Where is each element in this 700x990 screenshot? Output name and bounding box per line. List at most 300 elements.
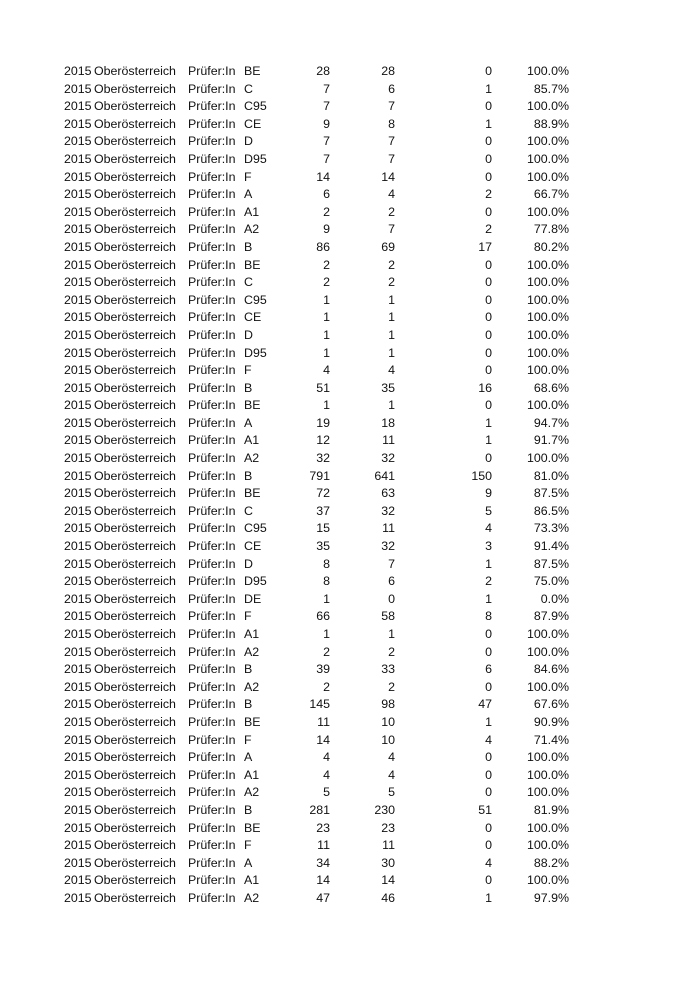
total-cell: 2 [323,644,330,659]
role-cell: Prüfer:In [188,644,236,659]
failed-cell: 47 [478,697,492,712]
total-cell: 12 [316,433,330,448]
role-cell: Prüfer:In [188,750,236,765]
table-row [0,872,700,890]
total-cell: 1 [323,627,330,641]
year-cell: 2015 [64,257,92,272]
table-row [0,468,700,486]
table-row [0,432,700,450]
failed-cell: 0 [485,204,492,219]
year-cell: 2015 [64,363,92,378]
passed-cell: 63 [381,486,395,501]
year-cell: 2015 [64,204,92,219]
failed-cell: 16 [478,380,492,395]
passed-cell: 4 [388,750,395,765]
pass-rate-cell: 91.7% [533,433,569,448]
license-class-cell: BE [244,486,261,501]
passed-cell: 1 [388,627,395,641]
pass-rate-cell: 87.9% [533,609,569,624]
year-cell: 2015 [64,873,92,888]
region-cell: Oberösterreich [94,732,176,747]
region-cell: Oberösterreich [94,204,176,219]
pass-rate-cell: 81.9% [533,802,569,817]
pass-rate-cell: 85.7% [533,81,569,96]
role-cell: Prüfer:In [188,292,236,307]
total-cell: 7 [323,134,330,149]
failed-cell: 17 [478,239,492,254]
license-class-cell: BE [244,257,261,272]
failed-cell: 0 [485,451,492,466]
license-class-cell: F [244,363,252,378]
license-class-cell: A1 [244,873,260,888]
pass-rate-cell: 77.8% [533,222,569,237]
year-cell: 2015 [64,627,92,641]
failed-cell: 2 [485,187,492,202]
license-class-cell: B [244,697,253,712]
table-row [0,415,700,433]
passed-cell: 6 [388,574,395,589]
table-row [0,81,700,99]
passed-cell: 2 [388,204,395,219]
license-class-cell: C [244,81,253,96]
license-class-cell: D95 [244,345,267,360]
table-row [0,837,700,855]
year-cell: 2015 [64,539,92,554]
pass-rate-cell: 90.9% [533,714,569,729]
passed-cell: 32 [381,451,395,466]
region-cell: Oberösterreich [94,433,176,448]
pass-rate-cell: 100.0% [526,627,569,641]
year-cell: 2015 [64,415,92,430]
year-cell: 2015 [64,486,92,501]
failed-cell: 9 [485,486,492,501]
table-row [0,679,700,697]
total-cell: 281 [309,802,330,817]
passed-cell: 7 [388,556,395,571]
pass-rate-cell: 100.0% [526,873,569,888]
license-class-cell: C95 [244,99,267,114]
region-cell: Oberösterreich [94,380,176,395]
pass-rate-cell: 100.0% [526,292,569,307]
failed-cell: 6 [485,662,492,677]
total-cell: 86 [316,239,330,254]
region-cell: Oberösterreich [94,644,176,659]
year-cell: 2015 [64,802,92,817]
total-cell: 39 [316,662,330,677]
total-cell: 8 [323,556,330,571]
license-class-cell: BE [244,714,261,729]
pass-rate-cell: 100.0% [526,767,569,782]
role-cell: Prüfer:In [188,468,236,483]
total-cell: 15 [316,521,330,536]
role-cell: Prüfer:In [188,679,236,694]
failed-cell: 0 [485,767,492,782]
role-cell: Prüfer:In [188,222,236,237]
region-cell: Oberösterreich [94,890,176,905]
spreadsheet-table [0,63,700,908]
region-cell: Oberösterreich [94,64,176,78]
table-row [0,239,700,257]
passed-cell: 1 [388,310,395,325]
total-cell: 2 [323,257,330,272]
table-row [0,591,700,609]
year-cell: 2015 [64,750,92,765]
region-cell: Oberösterreich [94,521,176,536]
table-row [0,820,700,838]
failed-cell: 3 [485,539,492,554]
role-cell: Prüfer:In [188,398,236,413]
pass-rate-cell: 100.0% [526,451,569,466]
region-cell: Oberösterreich [94,116,176,131]
role-cell: Prüfer:In [188,134,236,149]
role-cell: Prüfer:In [188,380,236,395]
license-class-cell: BE [244,398,261,413]
passed-cell: 11 [382,838,395,853]
passed-cell: 23 [381,820,395,835]
passed-cell: 7 [388,99,395,114]
total-cell: 19 [316,415,330,430]
failed-cell: 0 [485,327,492,342]
pass-rate-cell: 100.0% [526,257,569,272]
year-cell: 2015 [64,838,92,853]
passed-cell: 4 [388,187,395,202]
total-cell: 1 [323,398,330,413]
table-row [0,573,700,591]
pass-rate-cell: 71.4% [533,732,569,747]
total-cell: 51 [316,380,330,395]
passed-cell: 10 [381,714,395,729]
passed-cell: 4 [388,767,395,782]
year-cell: 2015 [64,222,92,237]
license-class-cell: A1 [244,204,260,219]
license-class-cell: CE [244,116,262,131]
passed-cell: 69 [381,239,395,254]
region-cell: Oberösterreich [94,820,176,835]
pass-rate-cell: 86.5% [533,503,569,518]
license-class-cell: A [244,750,253,765]
total-cell: 1 [323,310,330,325]
role-cell: Prüfer:In [188,785,236,800]
total-cell: 1 [323,327,330,342]
region-cell: Oberösterreich [94,873,176,888]
failed-cell: 0 [485,275,492,290]
role-cell: Prüfer:In [188,767,236,782]
region-cell: Oberösterreich [94,415,176,430]
table-row [0,661,700,679]
year-cell: 2015 [64,345,92,360]
failed-cell: 1 [485,556,492,571]
pass-rate-cell: 100.0% [526,679,569,694]
total-cell: 5 [323,785,330,800]
license-class-cell: A2 [244,451,260,466]
year-cell: 2015 [64,609,92,624]
table-row [0,327,700,345]
total-cell: 11 [317,838,330,853]
license-class-cell: A2 [244,222,260,237]
total-cell: 2 [323,679,330,694]
failed-cell: 0 [485,99,492,114]
passed-cell: 2 [388,644,395,659]
role-cell: Prüfer:In [188,169,236,184]
failed-cell: 0 [485,644,492,659]
license-class-cell: A1 [244,433,260,448]
role-cell: Prüfer:In [188,204,236,219]
table-row [0,309,700,327]
pass-rate-cell: 80.2% [533,239,569,254]
pass-rate-cell: 84.6% [533,662,569,677]
role-cell: Prüfer:In [188,609,236,624]
total-cell: 32 [316,451,330,466]
region-cell: Oberösterreich [94,327,176,342]
table-row [0,169,700,187]
year-cell: 2015 [64,116,92,131]
total-cell: 4 [323,767,330,782]
license-class-cell: F [244,838,252,853]
pass-rate-cell: 73.3% [533,521,569,536]
table-row [0,186,700,204]
region-cell: Oberösterreich [94,257,176,272]
table-row [0,345,700,363]
year-cell: 2015 [64,662,92,677]
pass-rate-cell: 66.7% [533,187,569,202]
total-cell: 1 [323,345,330,360]
region-cell: Oberösterreich [94,556,176,571]
passed-cell: 0 [388,591,395,606]
year-cell: 2015 [64,855,92,870]
role-cell: Prüfer:In [188,873,236,888]
pass-rate-cell: 100.0% [526,644,569,659]
region-cell: Oberösterreich [94,574,176,589]
table-row [0,749,700,767]
year-cell: 2015 [64,468,92,483]
passed-cell: 1 [388,292,395,307]
year-cell: 2015 [64,785,92,800]
year-cell: 2015 [64,398,92,413]
region-cell: Oberösterreich [94,802,176,817]
pass-rate-cell: 91.4% [533,539,569,554]
region-cell: Oberösterreich [94,697,176,712]
pass-rate-cell: 100.0% [526,838,569,853]
license-class-cell: D [244,134,253,149]
table-row [0,485,700,503]
role-cell: Prüfer:In [188,275,236,290]
role-cell: Prüfer:In [188,732,236,747]
failed-cell: 0 [485,750,492,765]
license-class-cell: D [244,556,253,571]
region-cell: Oberösterreich [94,363,176,378]
pass-rate-cell: 87.5% [533,486,569,501]
total-cell: 1 [323,292,330,307]
year-cell: 2015 [64,239,92,254]
license-class-cell: F [244,732,252,747]
failed-cell: 0 [485,838,492,853]
region-cell: Oberösterreich [94,169,176,184]
year-cell: 2015 [64,292,92,307]
year-cell: 2015 [64,591,92,606]
region-cell: Oberösterreich [94,486,176,501]
failed-cell: 0 [485,398,492,413]
region-cell: Oberösterreich [94,838,176,853]
failed-cell: 0 [485,169,492,184]
table-row [0,274,700,292]
role-cell: Prüfer:In [188,855,236,870]
pass-rate-cell: 100.0% [526,327,569,342]
passed-cell: 1 [388,398,395,413]
passed-cell: 2 [388,275,395,290]
license-class-cell: CE [244,539,262,554]
total-cell: 6 [323,187,330,202]
failed-cell: 4 [485,521,492,536]
role-cell: Prüfer:In [188,99,236,114]
role-cell: Prüfer:In [188,820,236,835]
region-cell: Oberösterreich [94,591,176,606]
region-cell: Oberösterreich [94,99,176,114]
region-cell: Oberösterreich [94,767,176,782]
year-cell: 2015 [64,151,92,166]
table-row [0,450,700,468]
year-cell: 2015 [64,64,92,78]
license-class-cell: B [244,468,253,483]
year-cell: 2015 [64,820,92,835]
role-cell: Prüfer:In [188,486,236,501]
passed-cell: 32 [381,539,395,554]
total-cell: 37 [316,503,330,518]
year-cell: 2015 [64,644,92,659]
license-class-cell: A2 [244,785,260,800]
pass-rate-cell: 100.0% [526,820,569,835]
total-cell: 11 [317,714,330,729]
region-cell: Oberösterreich [94,398,176,413]
failed-cell: 2 [485,222,492,237]
passed-cell: 2 [388,679,395,694]
total-cell: 791 [309,468,330,483]
pass-rate-cell: 100.0% [526,151,569,166]
table-row [0,538,700,556]
passed-cell: 30 [381,855,395,870]
pass-rate-cell: 100.0% [526,204,569,219]
year-cell: 2015 [64,187,92,202]
year-cell: 2015 [64,697,92,712]
failed-cell: 0 [485,151,492,166]
table-row [0,644,700,662]
table-row [0,855,700,873]
region-cell: Oberösterreich [94,187,176,202]
table-row [0,890,700,908]
pass-rate-cell: 100.0% [526,750,569,765]
failed-cell: 0 [485,785,492,800]
role-cell: Prüfer:In [188,187,236,202]
table-row [0,732,700,750]
license-class-cell: F [244,609,252,624]
role-cell: Prüfer:In [188,714,236,729]
table-row [0,767,700,785]
table-row [0,292,700,310]
passed-cell: 5 [388,785,395,800]
role-cell: Prüfer:In [188,257,236,272]
pass-rate-cell: 94.7% [533,415,569,430]
failed-cell: 0 [485,627,492,641]
pass-rate-cell: 100.0% [526,134,569,149]
region-cell: Oberösterreich [94,627,176,641]
table-row [0,556,700,574]
total-cell: 66 [316,609,330,624]
failed-cell: 0 [485,64,492,78]
year-cell: 2015 [64,310,92,325]
failed-cell: 0 [485,257,492,272]
role-cell: Prüfer:In [188,433,236,448]
license-class-cell: D [244,327,253,342]
year-cell: 2015 [64,767,92,782]
license-class-cell: CE [244,310,262,325]
table-row [0,257,700,275]
failed-cell: 51 [478,802,492,817]
passed-cell: 10 [381,732,395,747]
total-cell: 9 [323,222,330,237]
role-cell: Prüfer:In [188,697,236,712]
license-class-cell: B [244,802,253,817]
failed-cell: 0 [485,310,492,325]
total-cell: 8 [323,574,330,589]
license-class-cell: B [244,239,253,254]
pass-rate-cell: 97.9% [533,890,569,905]
pass-rate-cell: 100.0% [526,99,569,114]
pass-rate-cell: 100.0% [526,64,569,78]
total-cell: 7 [323,99,330,114]
region-cell: Oberösterreich [94,239,176,254]
role-cell: Prüfer:In [188,503,236,518]
passed-cell: 46 [381,890,395,905]
passed-cell: 11 [382,521,395,536]
region-cell: Oberösterreich [94,468,176,483]
year-cell: 2015 [64,134,92,149]
total-cell: 145 [309,697,330,712]
year-cell: 2015 [64,890,92,905]
year-cell: 2015 [64,380,92,395]
total-cell: 9 [323,116,330,131]
failed-cell: 1 [485,433,492,448]
table-row [0,503,700,521]
pass-rate-cell: 100.0% [526,785,569,800]
pass-rate-cell: 100.0% [526,169,569,184]
license-class-cell: A [244,415,253,430]
license-class-cell: B [244,662,253,677]
passed-cell: 28 [381,64,395,78]
pass-rate-cell: 88.2% [533,855,569,870]
license-class-cell: C95 [244,521,267,536]
pass-rate-cell: 88.9% [533,116,569,131]
passed-cell: 18 [381,415,395,430]
year-cell: 2015 [64,732,92,747]
license-class-cell: B [244,380,253,395]
year-cell: 2015 [64,275,92,290]
passed-cell: 7 [388,134,395,149]
region-cell: Oberösterreich [94,222,176,237]
license-class-cell: C95 [244,292,267,307]
license-class-cell: F [244,169,252,184]
license-class-cell: C [244,275,253,290]
passed-cell: 230 [374,802,395,817]
total-cell: 14 [316,169,330,184]
total-cell: 28 [316,64,330,78]
failed-cell: 8 [485,609,492,624]
failed-cell: 2 [485,574,492,589]
passed-cell: 8 [388,116,395,131]
region-cell: Oberösterreich [94,714,176,729]
pass-rate-cell: 81.0% [533,468,569,483]
role-cell: Prüfer:In [188,838,236,853]
year-cell: 2015 [64,521,92,536]
failed-cell: 150 [471,468,492,483]
